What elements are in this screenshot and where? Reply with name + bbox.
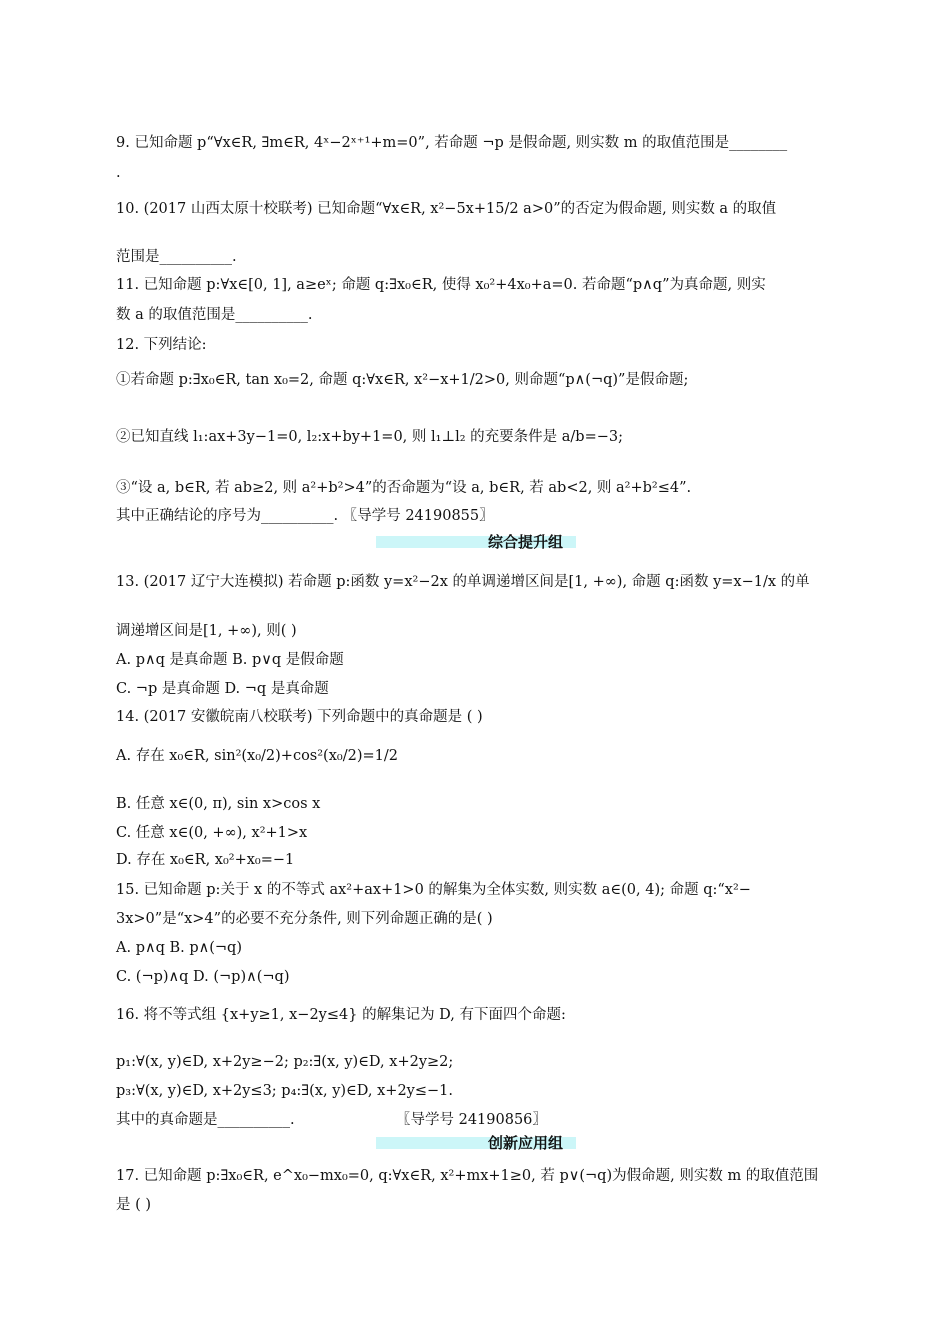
text-line-q17-l2: 是 ( ) [116, 1197, 152, 1213]
text-line-q16-l2: p₁:∀(x, y)∈D, x+2y≥−2; p₂:∃(x, y)∈D, x+2y≥2; [116, 1054, 454, 1070]
text-line-q16-l3: p₃:∀(x, y)∈D, x+2y≤3; p₄:∃(x, y)∈D, x+2y≤−1. [116, 1083, 453, 1099]
text-line-q17-l1: 17. 已知命题 p:∃x₀∈R, e^x₀−mx₀=0, q:∀x∈R, x²+mx+1≥0, 若 p∨(¬q)为假命题, 则实数 m 的取值范围 [116, 1168, 819, 1184]
text-line-q14-l1: 14. (2017 安徽皖南八校联考) 下列命题中的真命题是 ( ) [116, 709, 483, 725]
section-zonghe-title: 综合提升组 [488, 533, 564, 551]
text-line-q12-l5: 其中正确结论的序号为__________. 〖导学号 24190855〗 [116, 508, 494, 524]
text-line-q11-l2: 数 a 的取值范围是__________. [116, 307, 313, 323]
text-line-q12-l1: 12. 下列结论: [116, 337, 207, 353]
text-line-q9-l1: 9. 已知命题 p“∀x∈R, ∃m∈R, 4ˣ−2ˣ⁺¹+m=0”, 若命题 ¬p 是假命题, 则实数 m 的取值范围是________ [116, 135, 788, 151]
text-line-q15-l3: A. p∧q B. p∧(¬q) [116, 940, 242, 956]
text-line-q14-l5: D. 存在 x₀∈R, x₀²+x₀=−1 [116, 852, 295, 868]
text-line-q15-l4: C. (¬p)∧q D. (¬p)∧(¬q) [116, 969, 290, 985]
text-line-q13-l4: C. ¬p 是真命题 D. ¬q 是真命题 [116, 681, 329, 697]
text-line-q12-l2: ①若命题 p:∃x₀∈R, tan x₀=2, 命题 q:∀x∈R, x²−x+1/2>0, 则命题“p∧(¬q)”是假命题; [116, 372, 689, 388]
text-line-q15-l2: 3x>0”是“x>4”的必要不充分条件, 则下列命题正确的是( ) [116, 911, 493, 927]
text-line-q9-l2: . [116, 165, 121, 181]
text-line-q14-l2: A. 存在 x₀∈R, sin²(x₀/2)+cos²(x₀/2)=1/2 [116, 748, 398, 764]
text-line-q14-l4: C. 任意 x∈(0, +∞), x²+1>x [116, 825, 308, 841]
reference-number: 〖导学号 24190856〗 [396, 1112, 547, 1128]
text-line-q10-l1: 10. (2017 山西太原十校联考) 已知命题“∀x∈R, x²−5x+15/2 a>0”的否定为假命题, 则实数 a 的取值 [116, 201, 777, 217]
section-chuangxin-title: 创新应用组 [488, 1134, 564, 1152]
text-line-q16-l4: 其中的真命题是__________. [116, 1112, 295, 1128]
text-line-q14-l3: B. 任意 x∈(0, π), sin x>cos x [116, 796, 321, 812]
text-line-q16-l1: 16. 将不等式组 {x+y≥1, x−2y≤4} 的解集记为 D, 有下面四个命题: [116, 1007, 566, 1023]
text-line-q12-l3: ②已知直线 l₁:ax+3y−1=0, l₂:x+by+1=0, 则 l₁⊥l₂ 的充要条件是 a/b=−3; [116, 429, 623, 445]
text-line-q12-l4: ③“设 a, b∈R, 若 ab≥2, 则 a²+b²>4”的否命题为“设 a, b∈R, 若 ab<2, 则 a²+b²≤4”. [116, 480, 692, 496]
text-line-q13-l1: 13. (2017 辽宁大连模拟) 若命题 p:函数 y=x²−2x 的单调递增区间是[1, +∞), 命题 q:函数 y=x−1/x 的单 [116, 574, 810, 590]
text-line-q10-l2: 范围是__________. [116, 249, 237, 265]
text-line-q13-l3: A. p∧q 是真命题 B. p∨q 是假命题 [116, 652, 344, 668]
text-line-q11-l1: 11. 已知命题 p:∀x∈[0, 1], a≥eˣ; 命题 q:∃x₀∈R, 使得 x₀²+4x₀+a=0. 若命题“p∧q”为真命题, 则实 [116, 277, 766, 293]
text-line-q15-l1: 15. 已知命题 p:关于 x 的不等式 ax²+ax+1>0 的解集为全体实数, 则实数 a∈(0, 4); 命题 q:“x²− [116, 882, 751, 898]
text-line-q13-l2: 调递增区间是[1, +∞), 则( ) [116, 623, 297, 639]
